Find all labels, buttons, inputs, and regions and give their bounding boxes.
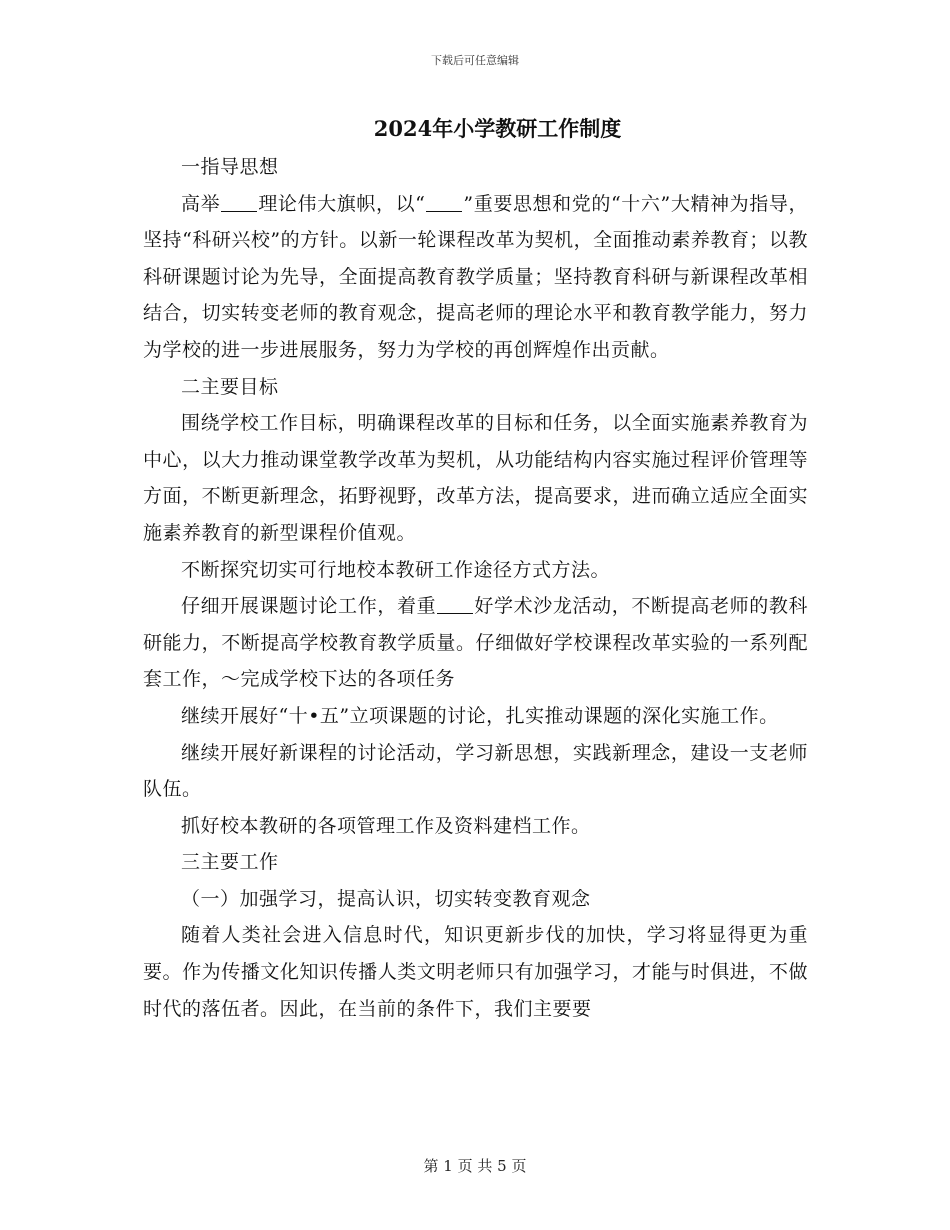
paragraph-goal-item (143, 588, 808, 698)
subsection-heading: （一）加强学习，提高认识，切实转变教育观念 (181, 887, 591, 910)
page-header-note: 下载后可任意编辑 (431, 54, 519, 67)
paragraph-guiding-ideology (143, 186, 808, 369)
section-heading-main-work: 三主要工作 (181, 851, 279, 874)
text-segment: 理论伟大旗帜，以“ (258, 192, 426, 215)
blank-underline (221, 193, 257, 212)
text-segment: 仔细开展课题讨论工作，着重 (181, 595, 437, 618)
paragraph-goal-item: 抓好校本教研的各项管理工作及资料建档工作。 (181, 814, 591, 837)
blank-underline (437, 595, 473, 614)
section-heading-guiding-ideology: 一指导思想 (181, 156, 279, 178)
text-segment: ”重要思想和党的“十六”大精神为指导，坚持“科研兴校”的方针。以新一轮课程改革为契机，全面推动素养教育；以教科研课题讨论为先导，全面提高教育教学质量；坚持教育科研与新课程改革相结合，切实转变老师的教育观念，提高老师的理论水平和教育教学能力，努力为学校的进一步进展服务，努力为学校的再创辉煌作出贡献。 (143, 192, 808, 361)
paragraph-main-goals: 围绕学校工作目标，明确课程改革的目标和任务，以全面实施素养教育为中心，以大力推动课堂教学改革为契机，从功能结构内容实施过程评价管理等方面，不断更新理念，拓野视野，改革方法，提高要求，进而确立适应全面实施素养教育的新型课程价值观。 (143, 412, 808, 544)
paragraph-main-work: 随着人类社会进入信息时代，知识更新步伐的加快，学习将显得更为重要。作为传播文化知识传播人类文明老师只有加强学习，才能与时俱进，不做时代的落伍者。因此，在当前的条件下，我们主要要 (143, 924, 808, 1020)
document-body (143, 149, 808, 1027)
paragraph-goal-item: 继续开展好新课程的讨论活动，学习新思想，实践新理念，建设一支老师队伍。 (143, 741, 808, 801)
text-segment: 好学术沙龙活动，不断提高老师的教科研能力，不断提高学校教育教学质量。仔细做好学校课程改革实验的一系列配套工作，～完成学校下达的各项任务 (143, 595, 808, 691)
text-segment: 高举 (181, 192, 221, 215)
section-heading-main-goals: 二主要目标 (181, 375, 279, 398)
paragraph-goal-item: 不断探究切实可行地校本教研工作途径方式方法。 (181, 558, 611, 581)
page-number: 第 1 页 共 5 页 (423, 1157, 527, 1175)
paragraph-goal-item: 继续开展好“十•五”立项课题的讨论，扎实推动课题的深化实施工作。 (181, 704, 779, 727)
blank-underline (426, 193, 462, 212)
document-title: 2024年小学教研工作制度 (373, 116, 622, 141)
